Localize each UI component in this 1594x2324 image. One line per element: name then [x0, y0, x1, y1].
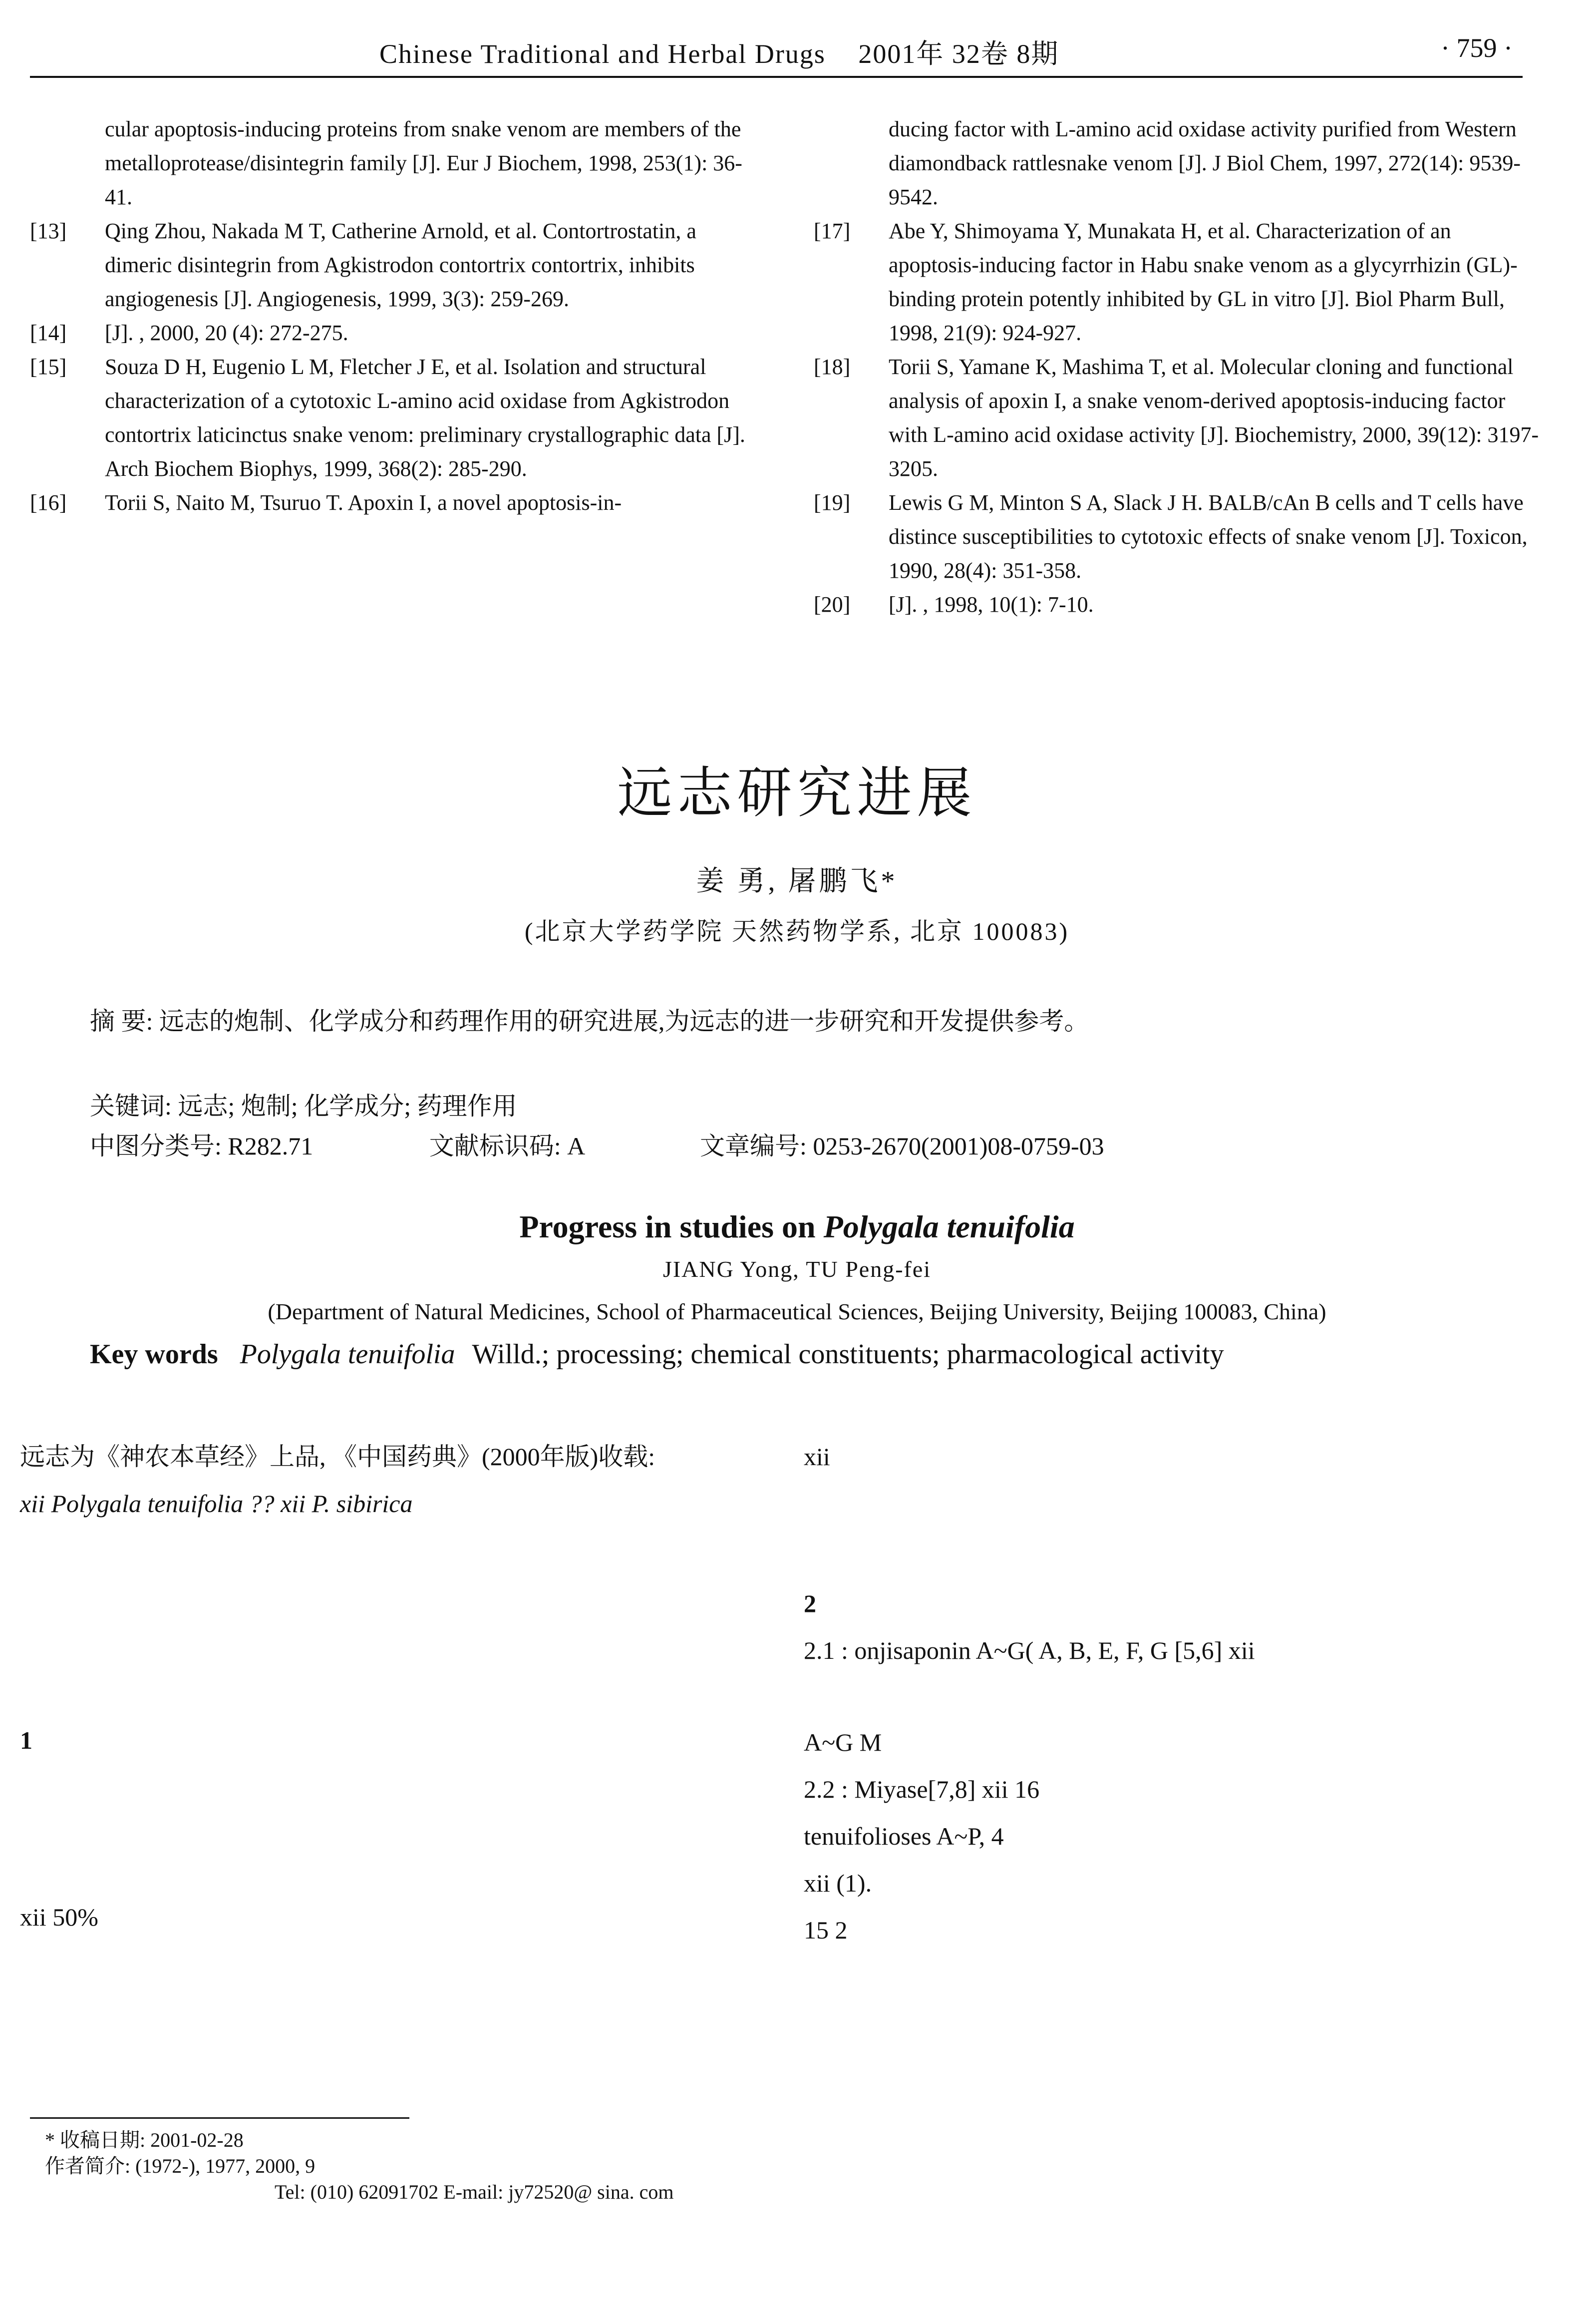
body-paragraph: xii (1). — [804, 1869, 872, 1897]
english-keywords: Key words Polygala tenuifolia Willd.; processing; chemical constituents; pharmacological activity — [90, 1339, 1224, 1370]
body-paragraph: 15 2 — [804, 1916, 848, 1944]
reference-item: ducing factor with L-amino acid oxidase activity purified from Western diamondback rattlesnake venom [J]. J Biol Chem, 1997, 272(14): 9539-9542. — [889, 117, 1521, 209]
footnote-rule — [30, 2117, 409, 2119]
body-paragraph: xii 50% — [20, 1903, 98, 1931]
abstract-label: 摘 要: — [90, 1007, 153, 1035]
body-left-column — [20, 1433, 754, 1940]
body-paragraph: A~G M — [804, 1728, 882, 1756]
reference-item: [19] Lewis G M, Minton S A, Slack J H. BALB/cAn B cells and T cells have distince susceptibilities to cytotoxic effects of snake venom [J]. Toxicon, 1990, 28(4): 351-358. — [814, 490, 1528, 583]
english-title: Progress in studies on Polygala tenuifolia — [519, 1209, 1075, 1244]
body-paragraph: xii Polygala tenuifolia ?? xii P. sibirica — [20, 1490, 413, 1518]
body-paragraph: 远志为《神农本草经》上品, 《中国药典》(2000年版)收载: — [20, 1443, 655, 1471]
keywords-label: 关键词: — [90, 1092, 172, 1120]
reference-item: [17] Abe Y, Shimoyama Y, Munakata H, et al. Characterization of an apoptosis-inducing factor in Habu snake venom as a glycyrrhizin (GL)-binding protein potently inhibited by GL in vitro [J]. Biol Pharm Bull, 1998, 21(9): 924-927. — [814, 219, 1518, 345]
article-title-cn: 远志研究进展 — [617, 763, 977, 824]
abstract-text: 远志的炮制、化学成分和药理作用的研究进展,为远志的进一步研究和开发提供参考。 — [159, 1007, 1089, 1035]
page-number: · 759 · — [1441, 33, 1513, 63]
abstract — [90, 1001, 1518, 1041]
classification-line — [90, 1126, 1518, 1166]
reference-item: [13] Qing Zhou, Nakada M T, Catherine Arnold, et al. Contortrostatin, a dimeric disintegrin from Agkistrodon contortrix contortrix, inhibits angiogenesis [J]. Angiogenesis, 1999, 3(3): 259-269. — [30, 219, 696, 311]
section-heading: 1 — [20, 1726, 32, 1754]
reference-item: [16] Torii S, Naito M, Tsuruo T. Apoxin I, a novel apoptosis-in- — [30, 490, 622, 515]
keywords-text: 远志; 炮制; 化学成分; 药理作用 — [178, 1092, 517, 1120]
reference-item: [20] [J]. , 1998, 10(1): 7-10. — [814, 592, 1094, 617]
english-affiliation: (Department of Natural Medicines, School of Pharmaceutical Sciences, Beijing University, Beijing 100083, China) — [268, 1299, 1326, 1324]
body-paragraph: xii — [804, 1443, 830, 1471]
reference-item: [15] Souza D H, Eugenio L M, Fletcher J E, et al. Isolation and structural characterization of a cytotoxic L-amino acid oxidase from Agkistrodon contortrix laticinctus snake venom: preliminary crystallographic data [J]. Arch Biochem Biophys, 1999, 368(2): 285-290. — [30, 355, 745, 481]
issue-info: 2001年 32卷 8期 — [858, 39, 1059, 69]
footnote — [45, 2127, 1518, 2205]
body-right-column — [804, 1433, 1538, 1953]
reference-item: [14] [J]. , 2000, 20 (4): 272-275. — [30, 321, 348, 345]
affiliation-cn: (北京大学药学院 天然药物学系, 北京 100083) — [524, 917, 1070, 945]
authors-cn: 姜 勇, 屠鹏飞* — [696, 866, 898, 897]
received-date: * 收稿日期: 2001-02-28 — [45, 2129, 244, 2151]
keywords-cn — [90, 1086, 1518, 1126]
author-bio: 作者简介: (1972-), 1977, 2000, 9 — [45, 2155, 316, 2177]
english-keywords-label: Key words — [90, 1339, 218, 1370]
clc-number: 中图分类号: R282.71 — [90, 1132, 314, 1160]
body-paragraph: tenuifolioses A~P, 4 — [804, 1822, 1004, 1850]
contact-info: Tel: (010) 62091702 E-mail: jy72520@ sina. com — [275, 2181, 674, 2203]
body-paragraph: 2.1 : onjisaponin A~G( A, B, E, F, G [5,6] xii — [804, 1636, 1255, 1664]
section-heading: 2 — [804, 1589, 816, 1617]
reference-item: [18] Torii S, Yamane K, Mashima T, et al. Molecular cloning and functional analysis of apoxin I, a snake venom-derived apoptosis-inducing factor with L-amino acid oxidase activity [J]. Biochemistry, 2000, 39(12): 3197-3205. — [814, 355, 1539, 481]
references-left-column — [30, 112, 759, 520]
reference-item: cular apoptosis-inducing proteins from snake venom are members of the metalloprotease/disintegrin family [J]. Eur J Biochem, 1998, 253(1): 36-41. — [105, 117, 742, 209]
references-right-column — [814, 112, 1543, 622]
article-number: 文章编号: 0253-2670(2001)08-0759-03 — [700, 1132, 1104, 1160]
document-code: 文献标识码: A — [429, 1132, 584, 1160]
page-header — [30, 30, 1523, 75]
journal-name: Chinese Traditional and Herbal Drugs 2001年 32卷 8期 — [379, 39, 1059, 69]
header-rule — [30, 76, 1523, 78]
body-paragraph: 2.2 : Miyase[7,8] xii 16 — [804, 1775, 1040, 1803]
english-authors: JIANG Yong, TU Peng-fei — [662, 1256, 932, 1282]
